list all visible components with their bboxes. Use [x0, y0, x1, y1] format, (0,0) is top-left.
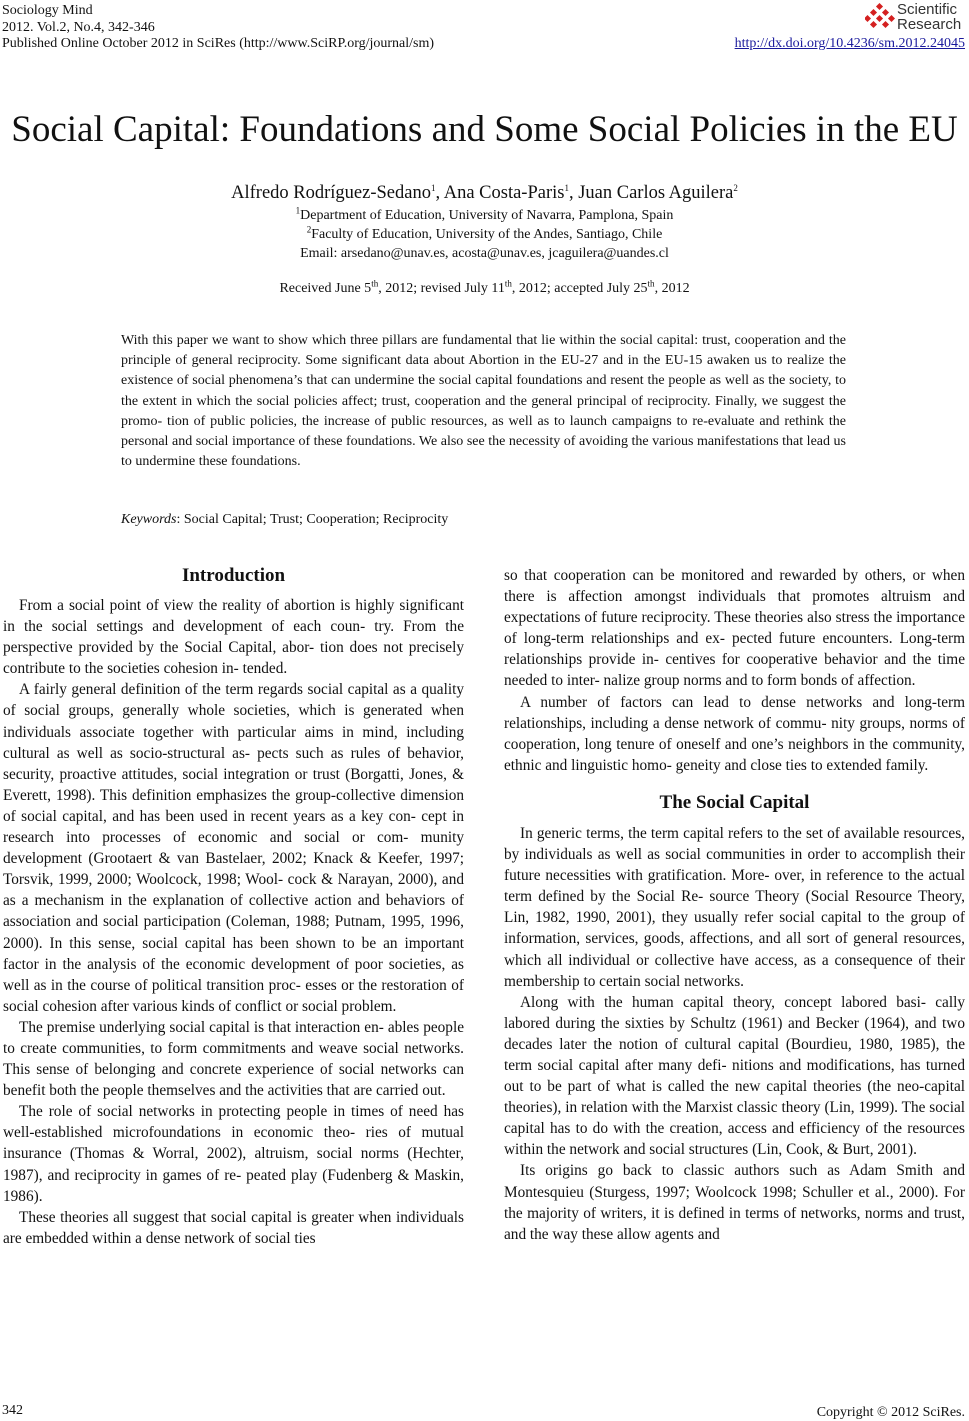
paragraph: The role of social networks in protecting people in times of need has well-established microfoundations in economic theo- ries of mutual insurance (Thomas & Worral, 2002), altruism, social norms (Hechter, 1987), and reciprocity in games of re- peated play (Fudenberg & Maskin, 1986). [3, 1103, 464, 1205]
date-text: , 2012; revised July 11 [378, 281, 505, 296]
publication-info: Published Online October 2012 in SciRes (http://www.SciRP.org/journal/sm) [2, 36, 435, 51]
keywords [121, 512, 448, 528]
abstract: With this paper we want to show which three pillars are fundamental that lie within the social capital: trust, cooperation and the principle of general reciprocity. Some significant data about Abortion in the EU-27 and in the EU-15 awaken us to realize the existence of social phenomena’s that can undermine the social capital foundations and resent the people as well as the society, to the extent in which the social policies affect; trust, cooperation and the general principal of reciprocity. Finally, we suggest the promo- tion of public policies, the increase of public resources, as well as to launch campaigns to re-evaluate and rethink the personal and social importance of these foundations. We also see the necessity of avoiding the various manifestations that lead us to undermine these foundations. [121, 333, 846, 470]
author-name: Alfredo Rodríguez-Sedano [231, 183, 431, 203]
author-name: Juan Carlos Aguilera [578, 183, 734, 203]
email-line: Email: arsedano@unav.es, acosta@unav.es, jcaguilera@uandes.cl [300, 246, 669, 261]
publisher-logo [865, 0, 965, 34]
date-sup: th [504, 278, 512, 289]
paragraph: From a social point of view the reality of abortion is highly significant in the social settings and development of each coun- try. From the perspective provided by the Social Capital, abor- tion does not precisely contribute to the societies cohesion in- tended. [3, 597, 464, 678]
author-list [0, 183, 969, 204]
paragraph: Along with the human capital theory, concept labored basi- cally labored during the sixties by Schultz (1961) and Becker (1964), and two decades later the notion of cultural capital (Bourdieu, 1980, 1985), the term social capital after many defi- nitions and modifications, has turned out to be part of what is called the new capital theories (the neo-capital theories), in relation with the Marxist classic theory (Lin, 1999). The social capital has to do with the creation, access and efficiency of the resources within the network and social structures (Lin, Cook, & Burt, 2001). [504, 993, 965, 1159]
affiliation-text: Department of Education, University of Navarra, Pamplona, Spain [300, 208, 674, 223]
affiliation-2 [0, 226, 969, 244]
author-affiliation-mark: 1 [564, 182, 569, 193]
logo-text [897, 2, 961, 32]
page-number: 342 [2, 1403, 23, 1418]
affiliation-text: Faculty of Education, University of the Andes, Santiago, Chile [311, 227, 663, 242]
author-affiliation-mark: 2 [733, 182, 738, 193]
paragraph: In generic terms, the term capital refers to the set of available resources, by individuals as well as social communities in order to accomplish their future necessities with gratification. More- over, in reference to the actual term defined by the Social Re- source Theory (Social Resource Theory, Lin, 1982, 1990, 2001), they usually refer social capital to the group of information, services, goods, affections, and all sort of general resources, which all individual or collective have access, as a consequence of their membership to certain social networks. [504, 824, 965, 990]
right-column [504, 565, 965, 1245]
affiliation-mark: 2 [306, 224, 312, 235]
date-text: , 2012; accepted July 25 [511, 281, 648, 296]
paragraph: A fairly general definition of the term regards social capital as a quality of social groups, generally whole societies, which is generated when individuals associate together with particular aims in mind, including cultural as well as socio-structural as- pects such as rules of behavior, security, proactive attitudes, social integration or trust (Borgatti, Jones, & Everett, 1998). This definition emphasizes the group-collective dimension of social capital, and has been used in recent years as a key con- cept in research into processes of economic and social or com- munity development (Grootaert & van Bastelaer, 2002; Knack & Keefer, 1997; Torsvik, 1999, 2000; Woolcock, 1998; Wool- cock & Narayan, 2000), and as a mechanism in the explanation of collective action and behaviors of association and social participation (Coleman, 1988; Putnam, 1995, 1996, 2000). In this sense, social capital has been shown to be an important factor in the analysis of the economic development of poor societies, as well as in the course of political transition proc- esses or the restoration of social cohesion after various kinds of conflict or social problem. [3, 681, 464, 1015]
section-heading-introduction: Introduction [181, 565, 286, 586]
journal-name: Sociology Mind [2, 3, 93, 18]
received-dates [0, 278, 969, 297]
doi-link[interactable]: http://dx.doi.org/10.4236/sm.2012.24045 [734, 36, 965, 51]
copyright-notice: Copyright © 2012 SciRes. [816, 1405, 965, 1420]
date-sup: th [371, 278, 379, 289]
date-text: , 2012 [654, 281, 690, 296]
author-affiliation-mark: 1 [430, 182, 436, 193]
keywords-list: : Social Capital; Trust; Cooperation; Reciprocity [176, 512, 449, 527]
logo-line-2: Research [897, 16, 962, 33]
paragraph: A number of factors can lead to dense networks and long-term relationships, including a dense network of commu- nity groups, norms of cooperation, long tenure of oneself and one’s neighbors in the community, ethnic and linguistic homo- geneity and close ties to extended family. [504, 693, 965, 774]
paper-title: Social Capital: Foundations and Some Social Policies in the EU [11, 109, 958, 150]
keywords-label: Keywords [121, 512, 177, 527]
left-column [3, 563, 464, 1249]
author-separator: , [568, 183, 579, 203]
volume-info: 2012. Vol.2, No.4, 342-346 [2, 19, 155, 35]
running-header [2, 3, 434, 53]
paragraph: Its origins go back to classic authors such as Adam Smith and Montesquieu (Sturgess, 1997; Woolcock 1998; Schuller et al., 2000). For the majority of writers, it is defined in terms of networks, norms and trust, and the way these allow agents and [504, 1162, 965, 1243]
paragraph-continuation: so that cooperation can be monitored and rewarded by others, or when there is affection amongst individuals that promotes altruism and expectations of future reciprocity. These theories also stress the importance of long-term relationships and ex- pected future encounters. Long-term relationships provide in- centives for cooperative behavior and the time needed to inter- nalize group norms and to form bonds of affection. [504, 567, 965, 690]
affiliation-mark: 1 [295, 205, 301, 216]
paragraph: These theories all suggest that social capital is greater when individuals are embedded within a dense network of social ties [3, 1208, 464, 1247]
date-sup: th [647, 278, 655, 289]
author-name: Ana Costa-Paris [443, 183, 565, 203]
affiliation-1 [0, 207, 969, 225]
paragraph: The premise underlying social capital is that interaction en- ables people to create communities, to form commitments and weave social networks. This sense of belonging and concrete experience of social networks can benefit both the people themselves and the activities that are carried out. [3, 1018, 464, 1100]
diamond-grid-icon [865, 2, 895, 32]
section-heading-social-capital: The Social Capital [659, 791, 810, 813]
date-text: Received June 5 [279, 281, 372, 296]
logo-line-1: Scientific [897, 1, 958, 18]
author-separator: , [435, 183, 444, 203]
